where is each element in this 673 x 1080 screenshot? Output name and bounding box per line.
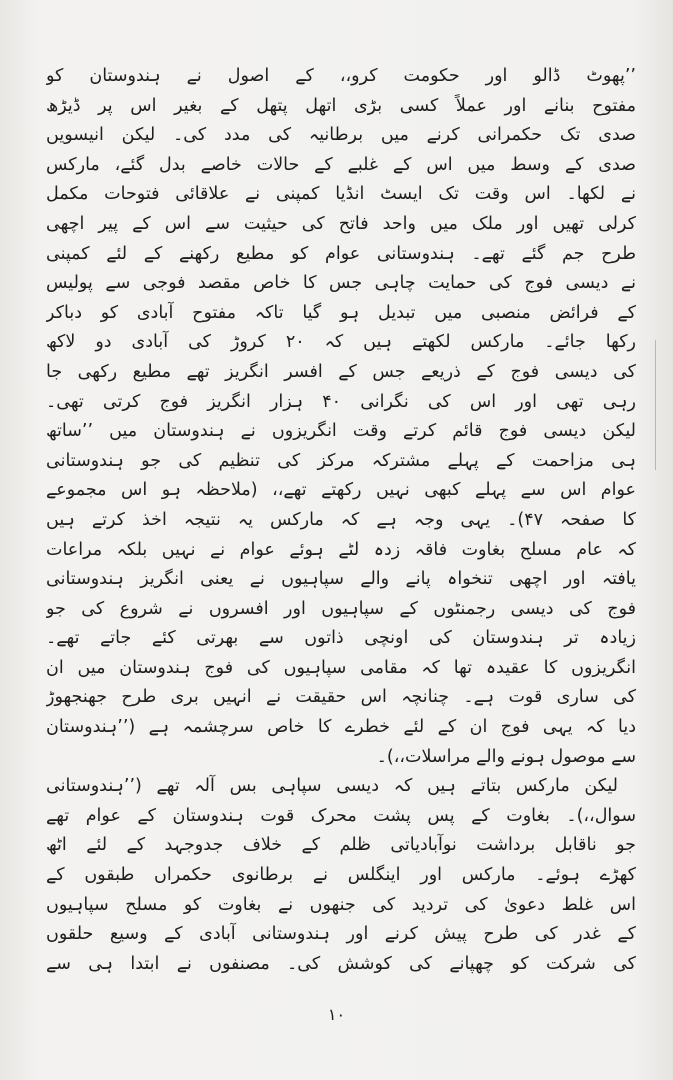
text-line: کے فرائض منصبی میں تبدیل ہو گیا تاکہ مفتوح آبادی کو دباکر	[46, 302, 636, 323]
text-line: سوال،،)۔ بغاوت کے پس پشت محرک قوت ہندوستان کے عوام تھے	[46, 805, 636, 826]
text-line: ’’پھوٹ ڈالو اور حکومت کرو،، کے اصول نے ہندوستان کو	[46, 66, 636, 86]
text-line: کا صفحہ ۴۷)۔ یہی وجہ ہے کہ مارکس یہ نتیجہ اخذ کرتے ہیں	[46, 509, 636, 530]
text-line: مفتوح بنانے اور عملاً کسی بڑی اتھل پتھل کے بغیر اس پر ڈیڑھ	[46, 95, 636, 116]
text-line: کی دیسی فوج کے ذریعے جس کے افسر انگریز تھے مطیع رکھی جا	[46, 361, 636, 382]
text-line: کھڑے ہوئے۔ مارکس اور اینگلس نے برطانوی حکمراں طبقوں کے	[46, 865, 636, 886]
text-line: کے غدر کی طرح پیش کرنے اور ہندوستانی آبادی کے وسیع حلقوں	[46, 924, 636, 945]
paragraph-end-line: سے موصول ہونے والے مراسلات،،)۔	[376, 746, 636, 767]
paragraph-start-line: لیکن مارکس بتاتے ہیں کہ دیسی سپاہی بس آلہ تھے (’’ہندوستانی	[46, 776, 618, 797]
text-line: فوج کی دیسی رجمنٹوں کے سپاہیوں اور افسروں نے شروع کی جو	[46, 598, 636, 619]
text-line: لیکن دیسی فوج قائم کرتے وقت انگریزوں نے ہندوستان میں ’’ساتھ	[46, 421, 636, 442]
text-line: صدی کے وسط میں اس کے غلبے کے حالات خاصے بدل گئے، مارکس	[46, 154, 636, 175]
text-line: نے لکھا۔ اس وقت تک ایسٹ انڈیا کمپنی نے علاقائی فتوحات مکمل	[46, 184, 636, 205]
text-line: اس غلط دعویٰ کی تردید کی جنھوں نے بغاوت کو مسلح سپاہیوں	[46, 894, 636, 915]
text-line: دیا کہ یہی فوج ان کے لئے خطرے کا خاص سرچشمہ ہے (’’ہندوستان	[46, 717, 636, 738]
text-line: نے دیسی فوج کی حمایت چاہی جس کا خاص مقصد فوجی سے پولیس	[46, 273, 636, 294]
page-number: ۱۰	[327, 1005, 346, 1024]
text-line: انگریزوں کا عقیدہ تھا کہ مقامی سپاہیوں کی فوج ہندوستان میں ان	[46, 657, 636, 678]
body-text	[46, 62, 636, 979]
text-line: یافتہ اور اچھی تنخواہ پانے والے سپاہیوں نے یعنی انگریز ہندوستانی	[46, 569, 636, 590]
text-line: ہی مزاحمت کے پہلے مشترکہ مرکز کی تنظیم کی جو ہندوستانی	[46, 450, 636, 471]
text-line: رکھا جائے۔ مارکس لکھتے ہیں کہ ۲۰ کروڑ کی آبادی دو لاکھ	[46, 332, 636, 353]
text-line: رہی تھی اور اس کی نگرانی ۴۰ ہزار انگریز فوج کرتی تھی۔	[46, 391, 636, 412]
text-line: زیادہ تر ہندوستان کی اونچی ذاتوں سے بھرتی کئے جاتے تھے۔	[46, 628, 636, 649]
text-line: جو ناقابل برداشت نوآبادیاتی ظلم کے خلاف جدوجہد کے لئے اٹھ	[46, 835, 636, 856]
text-line: عوام اس سے پہلے کبھی نہیں رکھتے تھے،، (ملاحظہ ہو اس مجموعے	[46, 480, 636, 501]
text-line: کی شرکت کو چھپانے کی کوشش کی۔ مصنفوں نے ابتدا ہی سے	[46, 953, 636, 974]
text-line: کرلی تھیں اور ملک میں واحد فاتح کی حیثیت سے اس کے پیر اچھی	[46, 213, 636, 234]
text-line: طرح جم گئے تھے۔ ہندوستانی عوام کو مطیع رکھنے کے لئے کمپنی	[46, 243, 636, 264]
text-line: کی ساری قوت ہے۔ چنانچہ اس حقیقت نے انہیں بری طرح جھنجھوڑ	[46, 687, 636, 708]
text-line: صدی تک حکمرانی کرنے میں برطانیہ کی مدد کی۔ لیکن انیسویں	[46, 125, 636, 146]
text-line: کہ عام مسلح بغاوت فاقہ زدہ لٹے ہوئے عوام نے نہیں بلکہ مراعات	[46, 539, 636, 560]
margin-mark	[655, 340, 656, 470]
